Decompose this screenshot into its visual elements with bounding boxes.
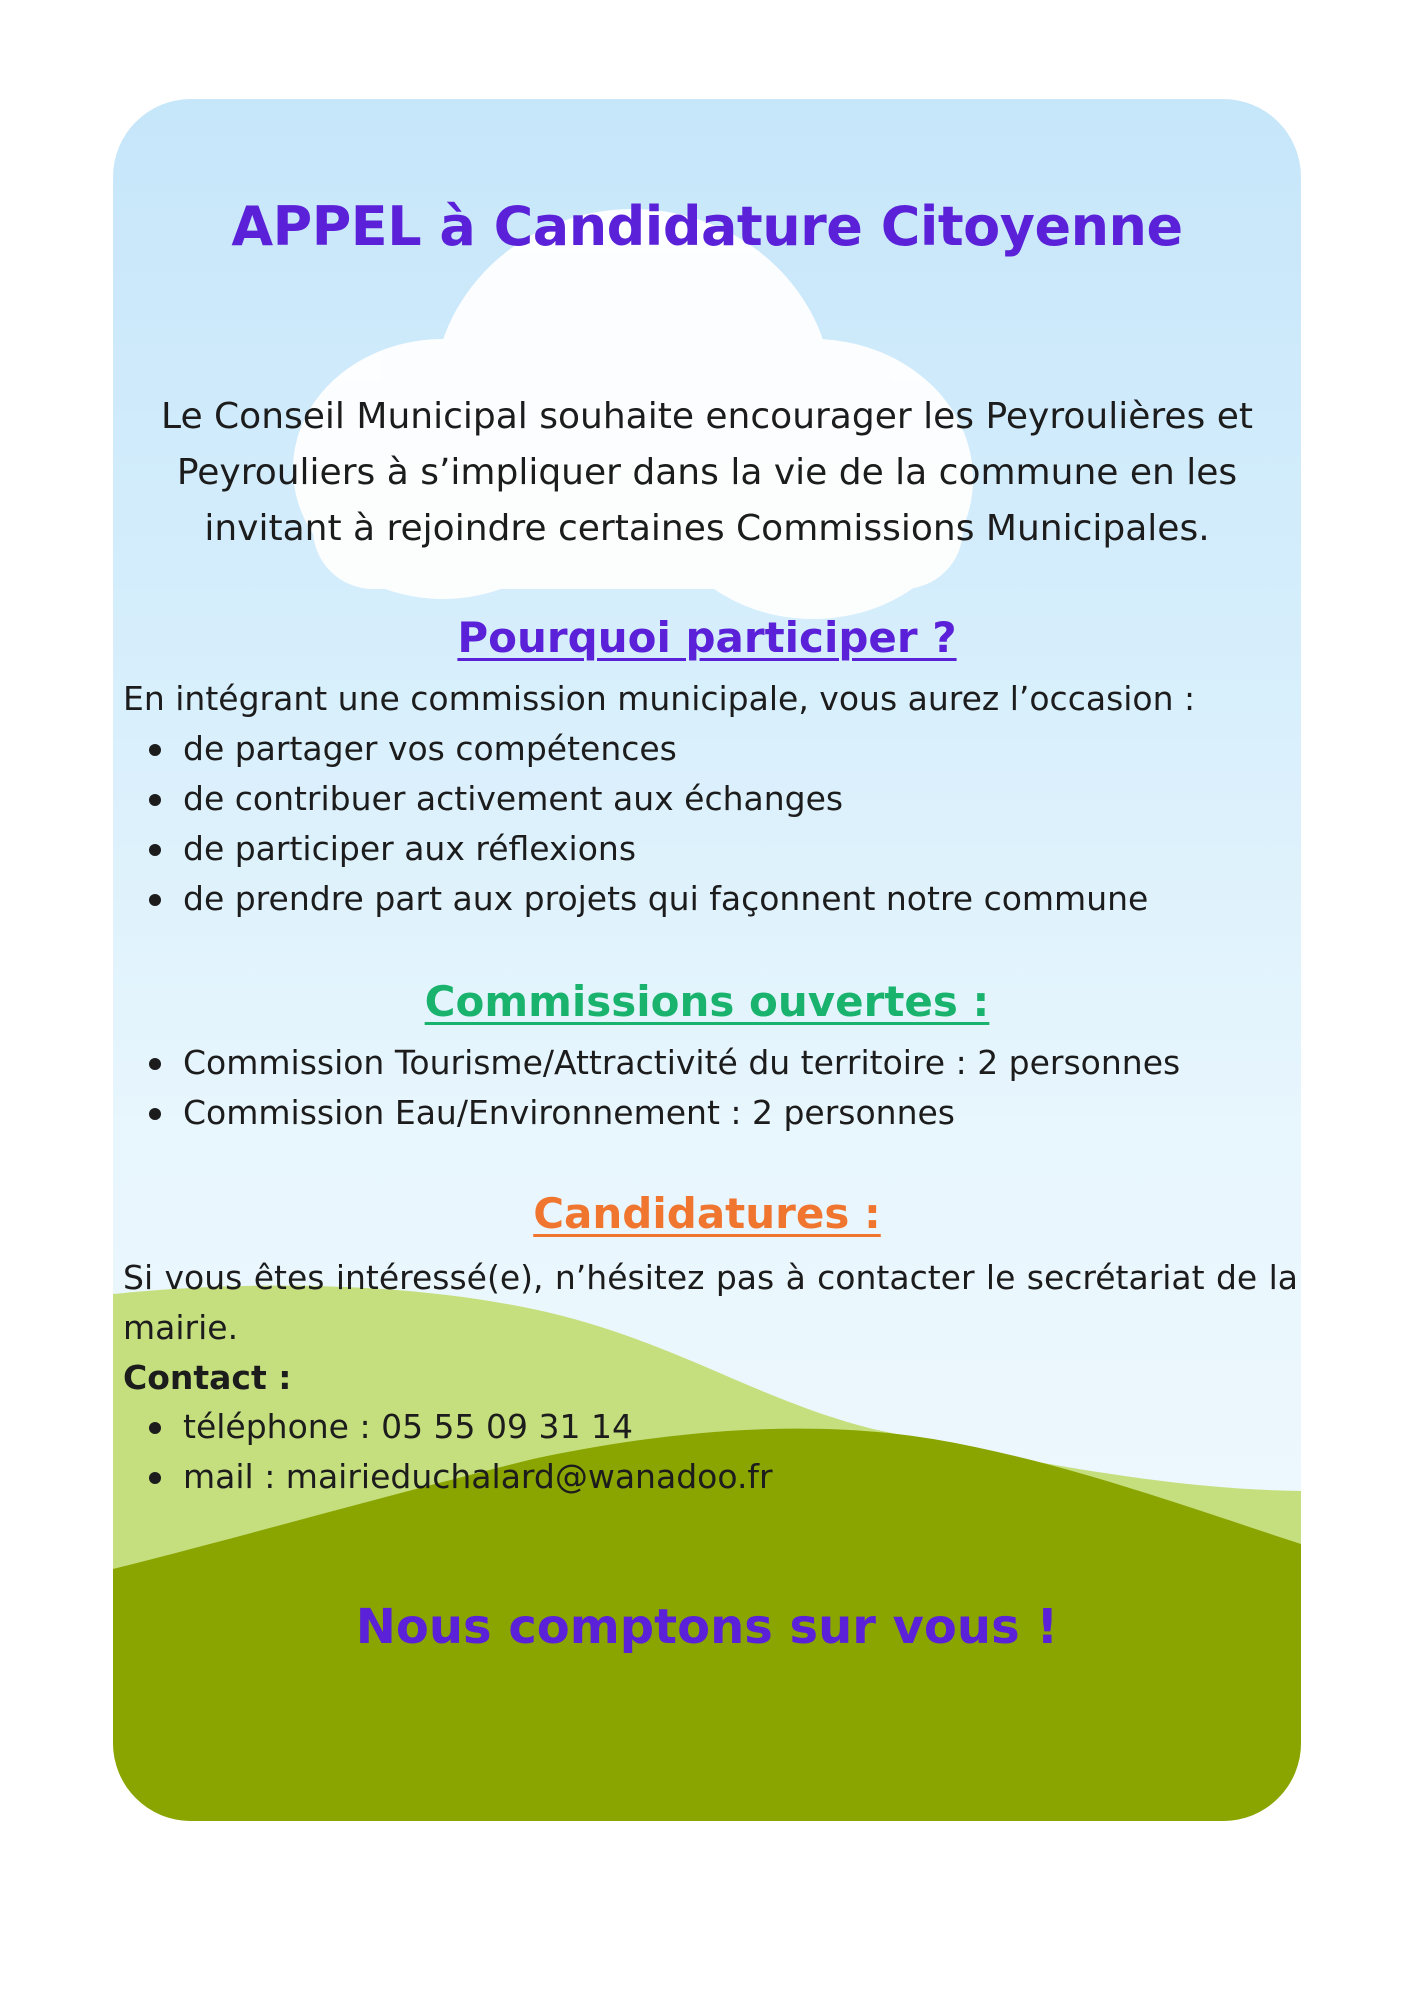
bullet-icon (149, 1108, 161, 1120)
bullet-icon (149, 894, 161, 906)
closing-message: Nous comptons sur vous ! (355, 1599, 1059, 1655)
bullet-icon (149, 1472, 161, 1484)
why-lead-text: En intégrant une commission municipale, vous aurez l’occasion : (123, 679, 1196, 718)
intro-paragraph: Le Conseil Municipal souhaite encourager les Peyroulières et Peyrouliers à s’impliquer dans la vie de la commune en les invitant à rejoindre certaines Commissions Municipales. (161, 396, 1253, 549)
poster-card: APPEL à Candidature Citoyenne Le Conseil Municipal souhaite encourager les Peyroulières et Peyrouliers à s’impliquer dans la vie de la commune en les invitant à rejoindre certaines Commissions Municipales. Pourquoi participer ? En intégrant une commission municipale, vous aurez l’occasion : de partager vos compétences de contribuer activement aux échanges de participer aux réflexions de prendre part aux projets qui façonnent notre commune Commissions ouvertes : Commission Tourisme/Attractivité du territoire : 2 personnes Commission Eau/Environnement : 2 personnes Candidatures : Si vous êtes intéressé(e), n’hésitez pas à contacter le secrétariat de la mairie. Contact : téléphone : 05 55 09 31 14 mail : mairieduchalard@wanadoo.fr Nous comptons sur vous ! (113, 99, 1301, 1821)
open-commissions-heading: Commissions ouvertes : (424, 977, 990, 1026)
why-participate-heading: Pourquoi participer ? (457, 613, 957, 662)
bullet-icon (149, 1422, 161, 1434)
bullet-icon (149, 1058, 161, 1070)
poster-title: APPEL à Candidature Citoyenne (231, 195, 1183, 258)
candidatures-text: Si vous êtes intéressé(e), n’hésitez pas à contacter le secrétariat de la mairie. (123, 1258, 1298, 1347)
bullet-icon (149, 744, 161, 756)
bullet-icon (149, 844, 161, 856)
candidatures-heading: Candidatures : (533, 1189, 881, 1238)
bullet-icon (149, 794, 161, 806)
landscape-background (113, 99, 1301, 1821)
contact-label: Contact : (123, 1358, 292, 1397)
